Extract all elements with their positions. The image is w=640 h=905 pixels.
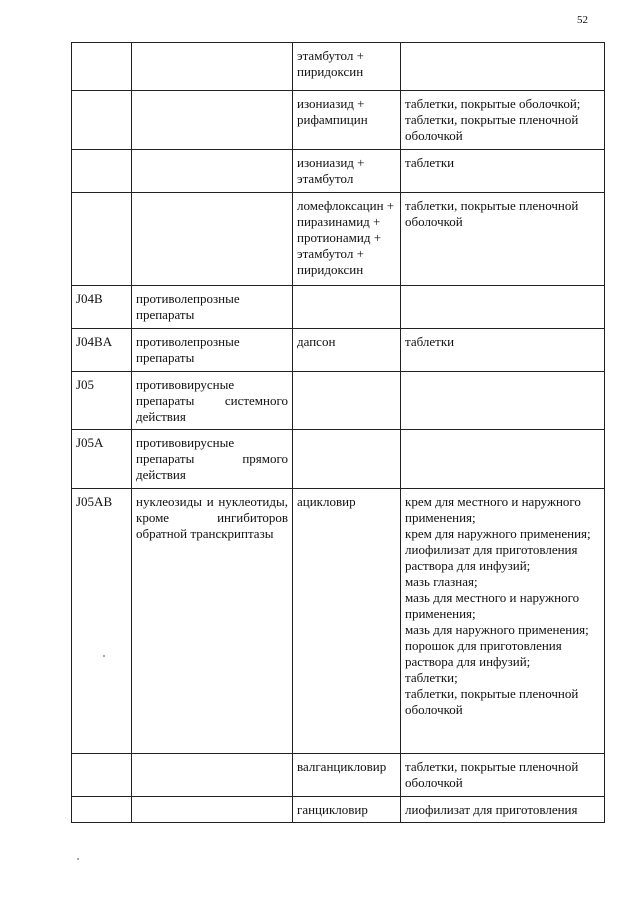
- group-cell: [132, 754, 293, 797]
- atc-code-cell: [72, 43, 132, 91]
- drug-name: ганцикловир: [297, 802, 368, 817]
- dosage-form: крем для наружного применения;: [405, 526, 591, 541]
- atc-code-cell: [72, 193, 132, 286]
- dosage-form-cell: [401, 372, 605, 430]
- drug-name: ацикловир: [297, 494, 356, 509]
- group-cell: [132, 91, 293, 150]
- group-cell: [132, 43, 293, 91]
- dosage-form: таблетки, покрытые оболочкой;: [405, 96, 581, 111]
- dosage-form-cell: [401, 91, 605, 150]
- drug-table: [71, 42, 605, 823]
- drug-name: дапсон: [297, 334, 336, 349]
- atc-code-cell: [72, 150, 132, 193]
- group-cell: [132, 193, 293, 286]
- dosage-form: таблетки: [405, 334, 455, 349]
- atc-code-cell: J05A: [72, 430, 132, 489]
- table-row: [72, 754, 605, 797]
- dosage-form-cell: [401, 430, 605, 489]
- drug-name-cell: [293, 91, 401, 150]
- atc-code-cell: J05AB: [72, 489, 132, 754]
- dosage-form-cell: [401, 754, 605, 797]
- table-row: [72, 329, 605, 372]
- drug-name-cell: [293, 329, 401, 372]
- drug-name-cell: [293, 286, 401, 329]
- drug-name-cell: [293, 489, 401, 754]
- dosage-form-cell: [401, 43, 605, 91]
- table-row: [72, 150, 605, 193]
- drug-name: этамбутол + пиридоксин: [297, 48, 364, 79]
- dosage-form-cell: [401, 150, 605, 193]
- dosage-form: таблетки, покрытые пленочной оболочкой: [405, 759, 579, 790]
- dosage-form: порошок для приготовления раствора для инфузий;: [405, 638, 562, 669]
- dosage-form-cell: [401, 193, 605, 286]
- drug-name: изониазид + этамбутол: [297, 155, 365, 186]
- dosage-form: таблетки, покрытые пленочной оболочкой: [405, 198, 579, 229]
- scan-speck: [103, 655, 105, 657]
- table-row: [72, 43, 605, 91]
- table-row: [72, 489, 605, 754]
- dosage-form-cell: [401, 797, 605, 823]
- table-row: [72, 193, 605, 286]
- group-cell: [132, 797, 293, 823]
- atc-code-cell: J04BA: [72, 329, 132, 372]
- atc-code-cell: [72, 797, 132, 823]
- dosage-form: таблетки: [405, 155, 455, 170]
- group-cell: нуклеозиды и нуклеотиды, кроме ингибиторов обратной транскриптазы: [132, 489, 293, 754]
- group-cell: противолепрозные препараты: [132, 329, 293, 372]
- atc-code-cell: J05: [72, 372, 132, 430]
- dosage-form: крем для местного и наружного применения;: [405, 494, 581, 525]
- table-row: [72, 430, 605, 489]
- atc-code-cell: J04B: [72, 286, 132, 329]
- drug-name-cell: [293, 372, 401, 430]
- dosage-form-cell: [401, 489, 605, 754]
- drug-name-cell: [293, 150, 401, 193]
- drug-name-cell: [293, 430, 401, 489]
- drug-name: ломефлоксацин + пиразинамид + протионамид + этамбутол + пиридоксин: [297, 198, 395, 277]
- dosage-form: таблетки;: [405, 670, 458, 685]
- table-row: [72, 797, 605, 823]
- dosage-form: мазь для наружного применения;: [405, 622, 589, 637]
- scan-speck: [77, 858, 79, 860]
- table-row: [72, 286, 605, 329]
- group-cell: противовирусные препараты системного действия: [132, 372, 293, 430]
- dosage-form: лиофилизат для приготовления: [405, 802, 578, 817]
- table-row: [72, 372, 605, 430]
- drug-name-cell: [293, 797, 401, 823]
- dosage-form-cell: [401, 329, 605, 372]
- drug-name-cell: [293, 754, 401, 797]
- drug-name-cell: [293, 193, 401, 286]
- dosage-form: таблетки, покрытые пленочной оболочкой: [405, 686, 579, 717]
- group-cell: противовирусные препараты прямого действия: [132, 430, 293, 489]
- atc-code-cell: [72, 91, 132, 150]
- group-cell: [132, 150, 293, 193]
- dosage-form: таблетки, покрытые пленочной оболочкой: [405, 112, 579, 143]
- page-number: 52: [577, 14, 588, 26]
- group-cell: противолепрозные препараты: [132, 286, 293, 329]
- dosage-form: лиофилизат для приготовления раствора для инфузий;: [405, 542, 578, 573]
- dosage-form-cell: [401, 286, 605, 329]
- atc-code-cell: [72, 754, 132, 797]
- dosage-form: мазь для местного и наружного применения;: [405, 590, 580, 621]
- drug-name: изониазид + рифампицин: [297, 96, 368, 127]
- drug-name: валганцикловир: [297, 759, 387, 774]
- table-row: [72, 91, 605, 150]
- dosage-form: мазь глазная;: [405, 574, 478, 589]
- drug-name-cell: [293, 43, 401, 91]
